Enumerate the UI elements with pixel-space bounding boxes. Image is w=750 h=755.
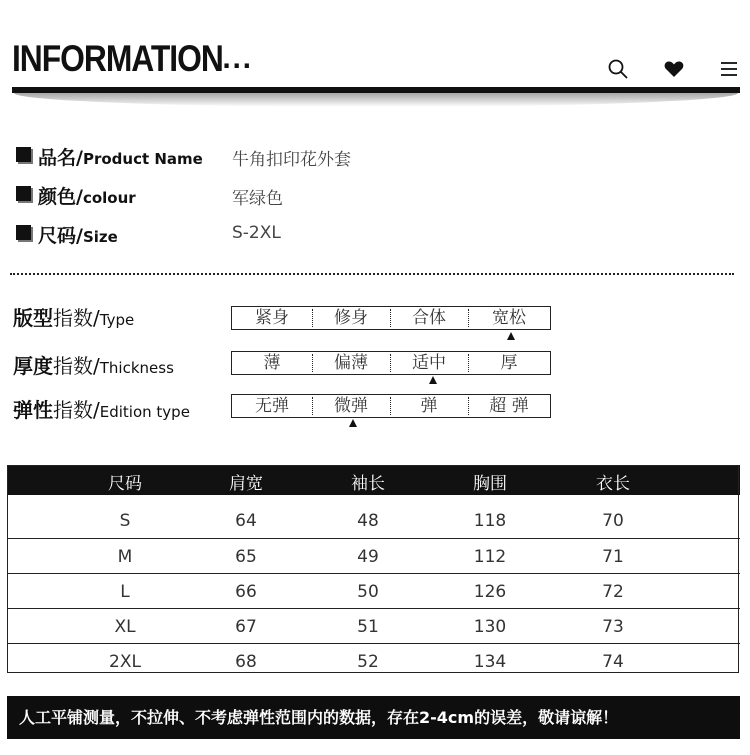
table-header-bar — [7, 465, 740, 495]
thickness-option-selected: 适中 — [412, 353, 446, 373]
table-cell: 64 — [235, 511, 257, 531]
table-row — [7, 495, 740, 538]
header-shadow — [14, 93, 738, 107]
product-name-value: 牛角扣印花外套 — [232, 150, 351, 170]
table-cell: 70 — [602, 511, 624, 531]
header-length-cell: 衣长 — [596, 474, 630, 494]
type-marker-icon — [507, 332, 515, 340]
table-cell: 72 — [602, 582, 624, 602]
thickness-index-label: 厚度指数/Thickness — [13, 354, 174, 378]
product-name-label: 品名/Product Name — [38, 147, 203, 169]
title-ellipsis: ... — [222, 46, 253, 74]
table-cell: 68 — [235, 652, 257, 672]
thickness-option: 厚 — [500, 353, 518, 373]
header-chest-cell: 胸围 — [473, 474, 507, 494]
search-icon[interactable] — [607, 58, 629, 80]
thickness-option: 偏薄 — [334, 353, 368, 373]
heart-icon[interactable] — [663, 58, 685, 80]
table-cell: 126 — [473, 582, 507, 602]
size-label: 尺码/Size — [38, 225, 118, 247]
table-row — [7, 608, 740, 643]
elasticity-index-label: 弹性指数/Edition type — [13, 398, 190, 422]
table-cell: 66 — [235, 582, 257, 602]
type-index-label: 版型指数/Type — [13, 306, 135, 330]
colour-label: 颜色/colour — [38, 186, 136, 208]
colour-value: 军绿色 — [232, 189, 283, 209]
table-cell: 130 — [473, 617, 507, 637]
table-cell: S — [119, 511, 131, 531]
bullet-square-icon — [16, 225, 31, 240]
table-row — [7, 538, 740, 573]
type-option-selected: 宽松 — [492, 308, 526, 328]
table-cell: 52 — [357, 652, 379, 672]
menu-icon[interactable] — [718, 58, 740, 80]
size-value: S-2XL — [232, 223, 281, 243]
table-cell: 71 — [602, 547, 624, 567]
table-cell: 2XL — [109, 652, 141, 672]
table-row — [7, 643, 740, 673]
table-cell: 73 — [602, 617, 624, 637]
thickness-option: 薄 — [263, 353, 281, 373]
table-cell: 134 — [473, 652, 507, 672]
elasticity-option: 弹 — [420, 396, 438, 416]
table-cell: 118 — [473, 511, 507, 531]
bullet-square-icon — [16, 186, 31, 201]
dotted-divider — [10, 273, 734, 275]
elasticity-index-scale — [231, 394, 551, 418]
thickness-index-scale — [231, 351, 551, 375]
type-index-scale — [231, 306, 551, 330]
table-cell: 50 — [357, 582, 379, 602]
table-cell: XL — [114, 617, 136, 637]
table-cell: 65 — [235, 547, 257, 567]
measurement-note: 人工平铺测量，不拉伸、不考虑弹性范围内的数据，存在2-4cm的误差，敬请谅解！ — [7, 696, 740, 739]
bullet-square-icon — [16, 147, 31, 162]
header-shoulder-cell: 肩宽 — [229, 474, 263, 494]
table-cell: 112 — [473, 547, 507, 567]
table-row — [7, 573, 740, 608]
header-sleeve-cell: 袖长 — [351, 474, 385, 494]
table-cell: 67 — [235, 617, 257, 637]
thickness-marker-icon — [429, 376, 437, 384]
elasticity-marker-icon — [349, 419, 357, 427]
type-option: 紧身 — [255, 308, 289, 328]
table-cell: 74 — [602, 652, 624, 672]
table-cell: 48 — [357, 511, 379, 531]
elasticity-option: 超 弹 — [489, 396, 529, 416]
type-option: 修身 — [334, 308, 368, 328]
table-cell: 49 — [357, 547, 379, 567]
table-cell: L — [120, 582, 130, 602]
page-title: INFORMATION — [12, 38, 223, 79]
header-size-cell: 尺码 — [108, 474, 142, 494]
table-cell: M — [117, 547, 133, 567]
table-cell: 51 — [357, 617, 379, 637]
elasticity-option: 无弹 — [255, 396, 289, 416]
type-option: 合体 — [412, 308, 446, 328]
elasticity-option-selected: 微弹 — [334, 396, 368, 416]
